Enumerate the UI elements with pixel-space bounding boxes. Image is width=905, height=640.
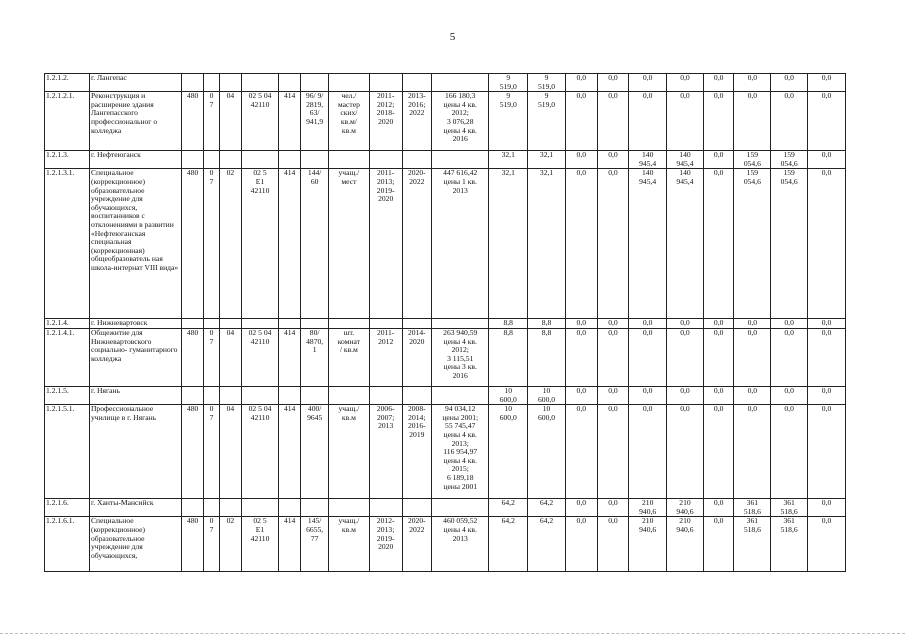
cell-c19: 361 518,6 [771,499,808,517]
cell-code: 1.2.1.5. [45,386,90,404]
cell-c15: 0,0 [629,92,667,151]
cell-c3: 480 [181,405,203,499]
cell-c6 [242,74,279,92]
cell-c4 [204,386,219,404]
cell-c10c: 166 180,3 цены 4 кв. 2012; 3 076,28 цены 4 кв. 2016 [432,92,489,151]
cell-c15: 140 945,4 [629,151,667,169]
cell-c17: 0,0 [703,517,734,572]
cell-c18: 159 054,6 [734,151,771,169]
cell-c16: 210 940,6 [667,517,704,572]
cell-c12: 8,8 [528,319,566,329]
cell-c17: 0,0 [703,499,734,517]
cell-c3 [181,499,203,517]
cell-c9 [328,499,369,517]
cell-c17: 0,0 [703,151,734,169]
cell-c19: 361 518,6 [771,517,808,572]
cell-c20: 0,0 [808,328,846,386]
cell-c10c [432,151,489,169]
cell-c4: 0 7 [204,328,219,386]
cell-c16: 0,0 [667,386,704,404]
cell-c14: 0,0 [597,386,629,404]
cell-c6 [242,386,279,404]
cell-c18: 0,0 [734,74,771,92]
cell-c17: 0,0 [703,386,734,404]
cell-name: г. Ханты-Мансийск [89,499,181,517]
cell-c18: 0,0 [734,92,771,151]
cell-c11: 64,2 [489,517,528,572]
cell-c10a: 2006- 2007; 2013 [369,405,402,499]
cell-c10c [432,319,489,329]
cell-c19: 159 054,6 [771,151,808,169]
cell-c20: 0,0 [808,386,846,404]
cell-c10b [402,499,432,517]
cell-name: Профессиональное училище в г. Нягань [89,405,181,499]
cell-c10a [369,74,402,92]
cell-c20: 0,0 [808,74,846,92]
cell-c20: 0,0 [808,499,846,517]
cell-c17: 0,0 [703,319,734,329]
cell-c11: 32,1 [489,151,528,169]
cell-c14: 0,0 [597,405,629,499]
cell-c6 [242,151,279,169]
cell-c10b [402,386,432,404]
cell-c18: 0,0 [734,328,771,386]
cell-c14: 0,0 [597,319,629,329]
table-body [45,74,846,572]
cell-c12: 9 519,0 [528,92,566,151]
cell-c9 [328,386,369,404]
cell-c5 [219,386,241,404]
cell-c14: 0,0 [597,328,629,386]
cell-c13: 0,0 [565,328,597,386]
cell-c10c [432,386,489,404]
cell-code: 1.2.1.5.1. [45,405,90,499]
cell-c7: 414 [278,328,300,386]
cell-c13: 0,0 [565,319,597,329]
cell-c9 [328,151,369,169]
cell-code: 1.2.1.2.1. [45,92,90,151]
cell-c15: 0,0 [629,319,667,329]
cell-c9: чел./ мастер ских/ кв.м/ кв.м [328,92,369,151]
cell-c17: 0,0 [703,74,734,92]
cell-code: 1.2.1.3. [45,151,90,169]
cell-c4: 0 7 [204,169,219,319]
cell-c8 [301,319,329,329]
cell-c5: 04 [219,405,241,499]
cell-c10a: 2011- 2012 [369,328,402,386]
table-row [45,169,846,319]
cell-c9 [328,74,369,92]
cell-c10a: 2011- 2013; 2019- 2020 [369,169,402,319]
cell-c20: 0,0 [808,169,846,319]
cell-c8: 96/ 9/ 2819, 63/ 941,9 [301,92,329,151]
cell-name: г. Нефтеюганск [89,151,181,169]
cell-c10b [402,151,432,169]
cell-c13: 0,0 [565,517,597,572]
cell-c10c [432,499,489,517]
cell-c17: 0,0 [703,92,734,151]
cell-name: Общежитие для Нижневартовского социально- гуманитарного колледжа [89,328,181,386]
cell-c5: 04 [219,328,241,386]
cell-c3 [181,74,203,92]
table-row [45,517,846,572]
cell-c9: учащ./ мест [328,169,369,319]
cell-c4: 0 7 [204,405,219,499]
cell-c14: 0,0 [597,74,629,92]
cell-c14: 0,0 [597,92,629,151]
cell-c8: 400/ 9645 [301,405,329,499]
cell-c13: 0,0 [565,169,597,319]
cell-c11: 8,8 [489,328,528,386]
cell-c18: 0,0 [734,319,771,329]
cell-c9 [328,319,369,329]
cell-c7: 414 [278,405,300,499]
cell-c7 [278,319,300,329]
section-row [45,319,846,329]
cell-c11: 10 600,0 [489,405,528,499]
cell-c3: 480 [181,92,203,151]
cell-c7: 414 [278,169,300,319]
cell-c19: 0,0 [771,92,808,151]
cell-c14: 0,0 [597,169,629,319]
cell-c10b: 2008- 2014; 2016- 2019 [402,405,432,499]
cell-c7: 414 [278,92,300,151]
cell-code: 1.2.1.4. [45,319,90,329]
table-row [45,92,846,151]
cell-c6: 02 5 Е1 42110 [242,169,279,319]
cell-c16: 0,0 [667,92,704,151]
cell-c6: 02 5 04 42110 [242,92,279,151]
cell-code: 1.2.1.3.1. [45,169,90,319]
cell-c20: 0,0 [808,151,846,169]
cell-c3: 480 [181,169,203,319]
section-row [45,386,846,404]
cell-c3: 480 [181,328,203,386]
cell-c6 [242,319,279,329]
cell-c4 [204,74,219,92]
cell-c8: 145/ 6655, 77 [301,517,329,572]
table-row [45,328,846,386]
cell-c5: 04 [219,92,241,151]
cell-c5 [219,499,241,517]
cell-code: 1.2.1.4.1. [45,328,90,386]
cell-c20: 0,0 [808,405,846,499]
cell-c10c: 94 034,12 цены 2001; 55 745,47 цены 4 кв. 2013; 116 954,97 цены 4 кв. 2015; 6 189,18 цены 2001 [432,405,489,499]
cell-code: 1.2.1.6. [45,499,90,517]
cell-c4 [204,319,219,329]
cell-c12: 64,2 [528,499,566,517]
cell-c9: учащ./ кв.м [328,405,369,499]
cell-c7 [278,74,300,92]
cell-c20: 0,0 [808,92,846,151]
cell-c8 [301,74,329,92]
section-row [45,499,846,517]
cell-c5 [219,319,241,329]
table-row [45,405,846,499]
page-number: 5 [449,31,456,43]
cell-c18: 0,0 [734,405,771,499]
cell-c3 [181,386,203,404]
cell-c19: 0,0 [771,74,808,92]
cell-code: 1.2.1.6.1. [45,517,90,572]
cell-c10a [369,499,402,517]
cell-c12: 8,8 [528,328,566,386]
cell-c11: 32,1 [489,169,528,319]
cell-c18: 159 054,6 [734,169,771,319]
cell-c5 [219,151,241,169]
section-row [45,74,846,92]
cell-c15: 0,0 [629,328,667,386]
cell-c14: 0,0 [597,517,629,572]
cell-c12: 32,1 [528,169,566,319]
cell-c3 [181,151,203,169]
cell-c15: 210 940,6 [629,499,667,517]
cell-code: 1.2.1.2. [45,74,90,92]
cell-c13: 0,0 [565,74,597,92]
cell-c19: 0,0 [771,386,808,404]
cell-c17: 0,0 [703,169,734,319]
cell-c6 [242,499,279,517]
cell-c7: 414 [278,517,300,572]
cell-name: г. Нягань [89,386,181,404]
cell-c13: 0,0 [565,151,597,169]
cell-c9: учащ./ кв.м [328,517,369,572]
cell-c10b: 2013- 2016; 2022 [402,92,432,151]
investment-objects-table [44,73,846,572]
cell-c11: 8,8 [489,319,528,329]
cell-c10c: 447 616,42 цены 1 кв. 2013 [432,169,489,319]
cell-c16: 0,0 [667,74,704,92]
cell-c11: 9 519,0 [489,92,528,151]
cell-c12: 32,1 [528,151,566,169]
cell-c13: 0,0 [565,386,597,404]
cell-c10b: 2020- 2022 [402,517,432,572]
cell-c15: 0,0 [629,405,667,499]
cell-c17: 0,0 [703,328,734,386]
cell-c10a: 2011- 2012; 2018- 2020 [369,92,402,151]
cell-c10a: 2012- 2013; 2019- 2020 [369,517,402,572]
cell-c10c: 263 940,59 цены 4 кв. 2012; 3 115,51 цены 3 кв. 2016 [432,328,489,386]
cell-c20: 0,0 [808,319,846,329]
cell-c16: 210 940,6 [667,499,704,517]
cell-c4 [204,499,219,517]
cell-c10a [369,319,402,329]
cell-c15: 210 940,6 [629,517,667,572]
cell-c3 [181,319,203,329]
cell-c6: 02 5 04 42110 [242,328,279,386]
cell-c10a [369,386,402,404]
scan-edge [0,633,905,634]
cell-c7 [278,151,300,169]
cell-name: г. Нижневартовск [89,319,181,329]
cell-c12: 64,2 [528,517,566,572]
cell-c5 [219,74,241,92]
cell-c16: 140 945,4 [667,151,704,169]
cell-c5: 02 [219,169,241,319]
cell-c13: 0,0 [565,92,597,151]
cell-c16: 0,0 [667,319,704,329]
cell-c15: 0,0 [629,74,667,92]
cell-name: Реконструкция и расширение здания Лангепасского профессиональног о колледжа [89,92,181,151]
cell-c9: шт. комнат / кв.м [328,328,369,386]
cell-c19: 159 054,6 [771,169,808,319]
cell-c14: 0,0 [597,151,629,169]
cell-c15: 0,0 [629,386,667,404]
cell-c11: 9 519,0 [489,74,528,92]
cell-c8 [301,386,329,404]
cell-c5: 02 [219,517,241,572]
cell-name: Специальное (коррекционное) образовательное учреждение для обучающихся, воспитанников с отклонениями в развитии «Нефтеюганская специальная (коррекционная) общеобразователь ная школа-интернат VIII вида» [89,169,181,319]
cell-c19: 0,0 [771,319,808,329]
cell-c14: 0,0 [597,499,629,517]
cell-c10a [369,151,402,169]
cell-c4: 0 7 [204,92,219,151]
cell-c7 [278,499,300,517]
cell-c11: 64,2 [489,499,528,517]
cell-c7 [278,386,300,404]
cell-name: Специальное (коррекционное) образовательное учреждение для обучающихся, [89,517,181,572]
cell-c8: 80/ 4870, 1 [301,328,329,386]
cell-c8 [301,151,329,169]
cell-c15: 140 945,4 [629,169,667,319]
cell-c3: 480 [181,517,203,572]
cell-c8 [301,499,329,517]
cell-c13: 0,0 [565,405,597,499]
cell-c10b [402,319,432,329]
cell-c8: 144/ 60 [301,169,329,319]
section-row [45,151,846,169]
cell-c6: 02 5 04 42110 [242,405,279,499]
cell-c6: 02 5 Е1 42110 [242,517,279,572]
cell-c16: 140 945,4 [667,169,704,319]
cell-c19: 0,0 [771,405,808,499]
cell-c10c [432,74,489,92]
cell-c12: 10 600,0 [528,405,566,499]
cell-c18: 0,0 [734,386,771,404]
cell-c10b [402,74,432,92]
cell-c17: 0,0 [703,405,734,499]
cell-c10b: 2020- 2022 [402,169,432,319]
cell-c18: 361 518,6 [734,499,771,517]
cell-c11: 10 600,0 [489,386,528,404]
cell-c10b: 2014- 2020 [402,328,432,386]
cell-c4: 0 7 [204,517,219,572]
cell-c20: 0,0 [808,517,846,572]
cell-c10c: 460 059,52 цены 4 кв. 2013 [432,517,489,572]
cell-c13: 0,0 [565,499,597,517]
cell-c12: 10 600,0 [528,386,566,404]
cell-name: г. Лангепас [89,74,181,92]
cell-c12: 9 519,0 [528,74,566,92]
cell-c18: 361 518,6 [734,517,771,572]
cell-c16: 0,0 [667,328,704,386]
cell-c16: 0,0 [667,405,704,499]
cell-c4 [204,151,219,169]
cell-c19: 0,0 [771,328,808,386]
